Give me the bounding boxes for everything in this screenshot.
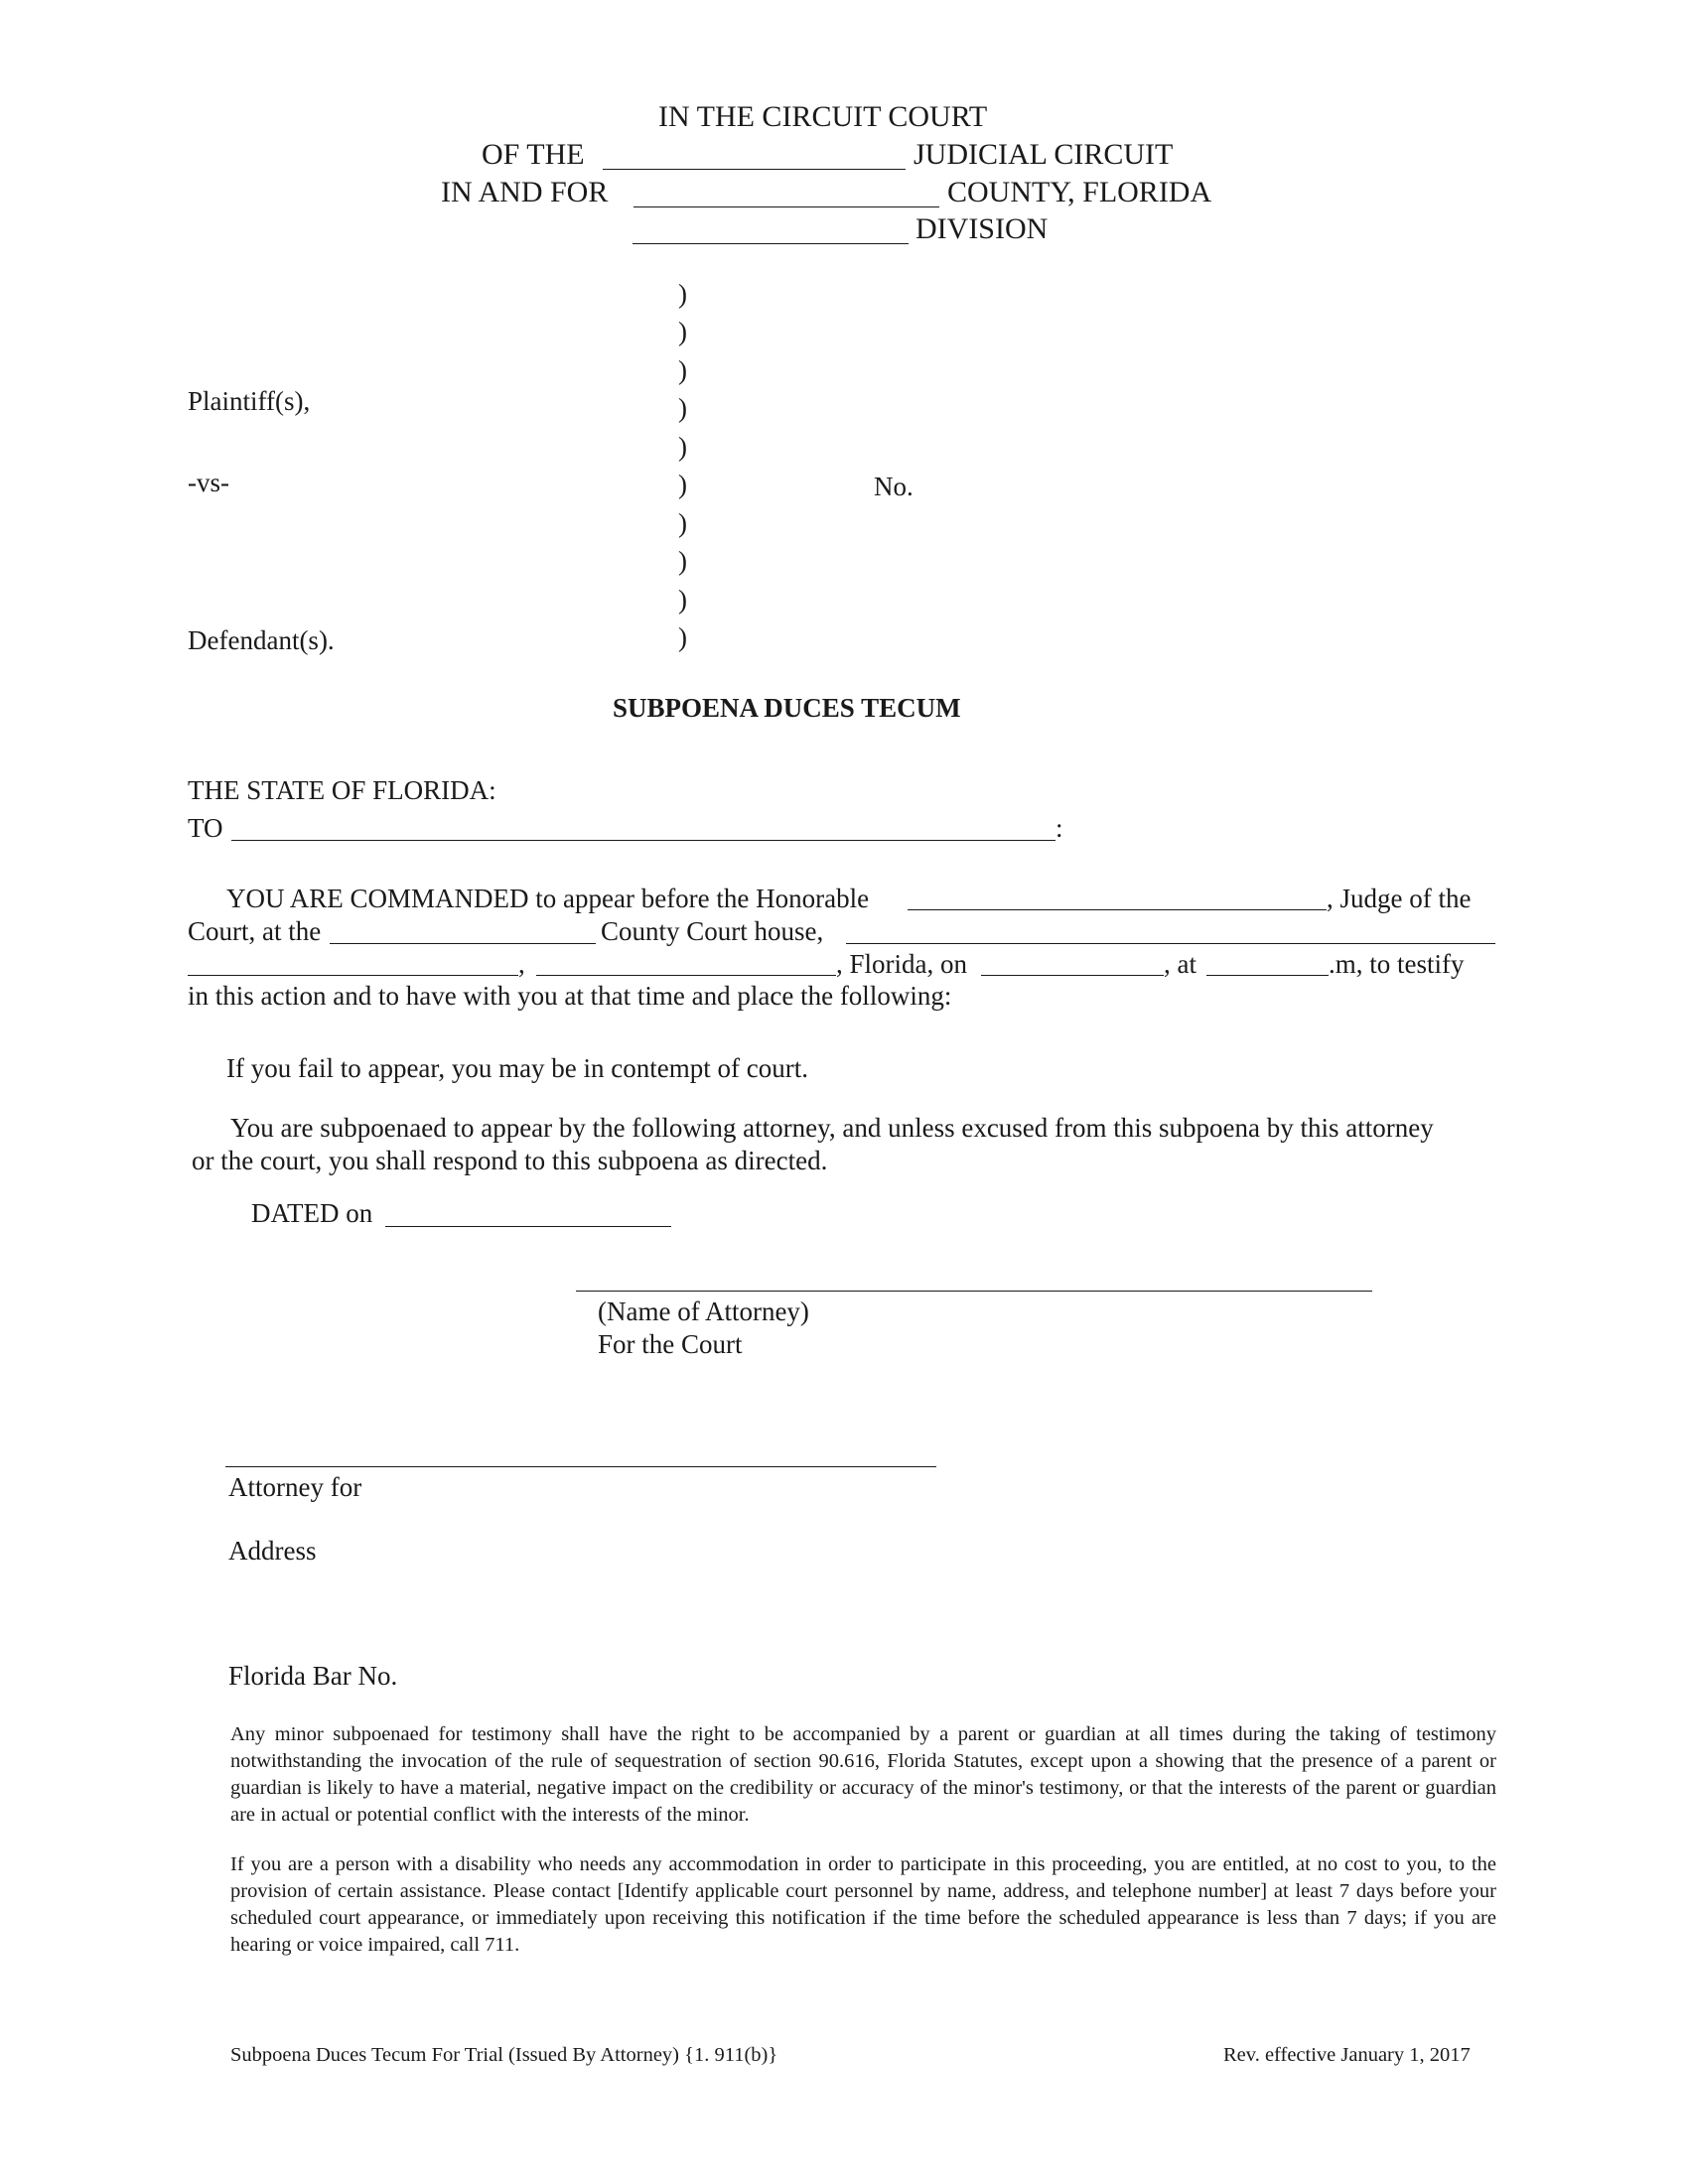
address-label: Address [228,1536,317,1566]
caption-paren: ) [678,317,687,346]
of-the-label: OF THE [482,138,585,171]
county-name-blank [330,943,596,944]
vs-label: -vs- [188,468,229,497]
caption-paren: ) [678,432,687,462]
caption-paren: ) [678,393,687,423]
judicial-circuit-label: JUDICIAL CIRCUIT [914,138,1174,171]
address-blank-1 [188,975,518,976]
subpoenaed-text-cont: or the court, you shall respond to this subpoena as directed. [192,1146,828,1175]
county-blank [633,206,939,207]
caption-paren: ) [678,279,687,309]
commanded-text: YOU ARE COMMANDED to appear before the Honorable [226,884,870,913]
dated-blank [385,1226,671,1227]
disability-notice: If you are a person with a disability who needs any accommodation in order to participate in this proceeding, you are entitled, at no cost to you, to the provision of certain assistance. Please contact [Identify applicable court personnel by name, address, and telephone number] at least 7 days before your scheduled court appearance, or immediately upon receiving this notification if the time before the scheduled appearance is less than 7 days; if you are hearing or voice impaired, call 711. [230,1853,1496,1956]
caption-paren: ) [678,585,687,614]
court-address-blank [846,943,1495,944]
case-number-label: No. [874,472,914,501]
recipient-blank [231,840,1055,841]
attorney-for-label: Attorney for [228,1472,362,1502]
city-blank [536,975,836,976]
caption-paren: ) [678,508,687,538]
commanded-text-end: in this action and to have with you at that time and place the following: [188,981,952,1011]
m-to-testify-text: .m, to testify [1329,949,1465,979]
caption-paren: ) [678,355,687,385]
judge-name-blank [908,909,1327,910]
caption-paren: ) [678,622,687,652]
footer-revision: Rev. effective January 1, 2017 [1223,2044,1471,2066]
in-and-for-label: IN AND FOR [441,176,609,208]
caption-paren: ) [678,546,687,576]
at-text: , at [1164,949,1196,979]
judge-of-the-text: , Judge of the [1327,884,1472,913]
name-of-attorney-label: (Name of Attorney) [598,1297,809,1326]
state-of-florida: THE STATE OF FLORIDA: [188,775,496,805]
contempt-warning: If you fail to appear, you may be in contempt of court. [226,1053,808,1083]
division-label: DIVISION [915,212,1049,245]
plaintiffs-label: Plaintiff(s), [188,386,311,416]
document-title: SUBPOENA DUCES TECUM [613,693,961,723]
caption-paren: ) [678,470,687,499]
attorney-signature-line [576,1291,1372,1292]
comma-text: , [518,949,525,979]
court-at-the-text: Court, at the [188,916,322,946]
florida-on-text: , Florida, on [836,949,967,979]
county-court-house-text: County Court house, [601,916,824,946]
attorney-for-line [225,1466,936,1467]
dated-on-label: DATED on [251,1198,373,1228]
defendants-label: Defendant(s). [188,625,335,655]
time-blank [1206,975,1329,976]
footer-form-name: Subpoena Duces Tecum For Trial (Issued By Attorney) {1. 911(b)} [230,2044,778,2066]
division-blank [633,243,909,244]
to-label: TO [188,813,223,843]
to-colon: : [1055,813,1063,843]
florida-bar-no-label: Florida Bar No. [228,1661,398,1691]
county-florida-label: COUNTY, FLORIDA [947,176,1212,208]
subpoenaed-text: You are subpoenaed to appear by the following attorney, and unless excused from this subpoena by this attorney [230,1113,1434,1143]
minor-notice: Any minor subpoenaed for testimony shall have the right to be accompanied by a parent or guardian at all times during the taking of testimony notwithstanding the invocation of the rule of sequestration of section 90.616, Florida Statutes, except upon a showing that the presence of a parent or guardian is likely to have a material, negative impact on the credibility or accuracy of the minor's testimony, or that the interests of the parent or guardian are in actual or potential conflict with the interests of the minor. [230,1723,1496,1826]
judicial-circuit-blank [603,169,906,170]
for-the-court-label: For the Court [598,1329,743,1359]
date-blank [981,975,1164,976]
court-title: IN THE CIRCUIT COURT [658,100,988,133]
